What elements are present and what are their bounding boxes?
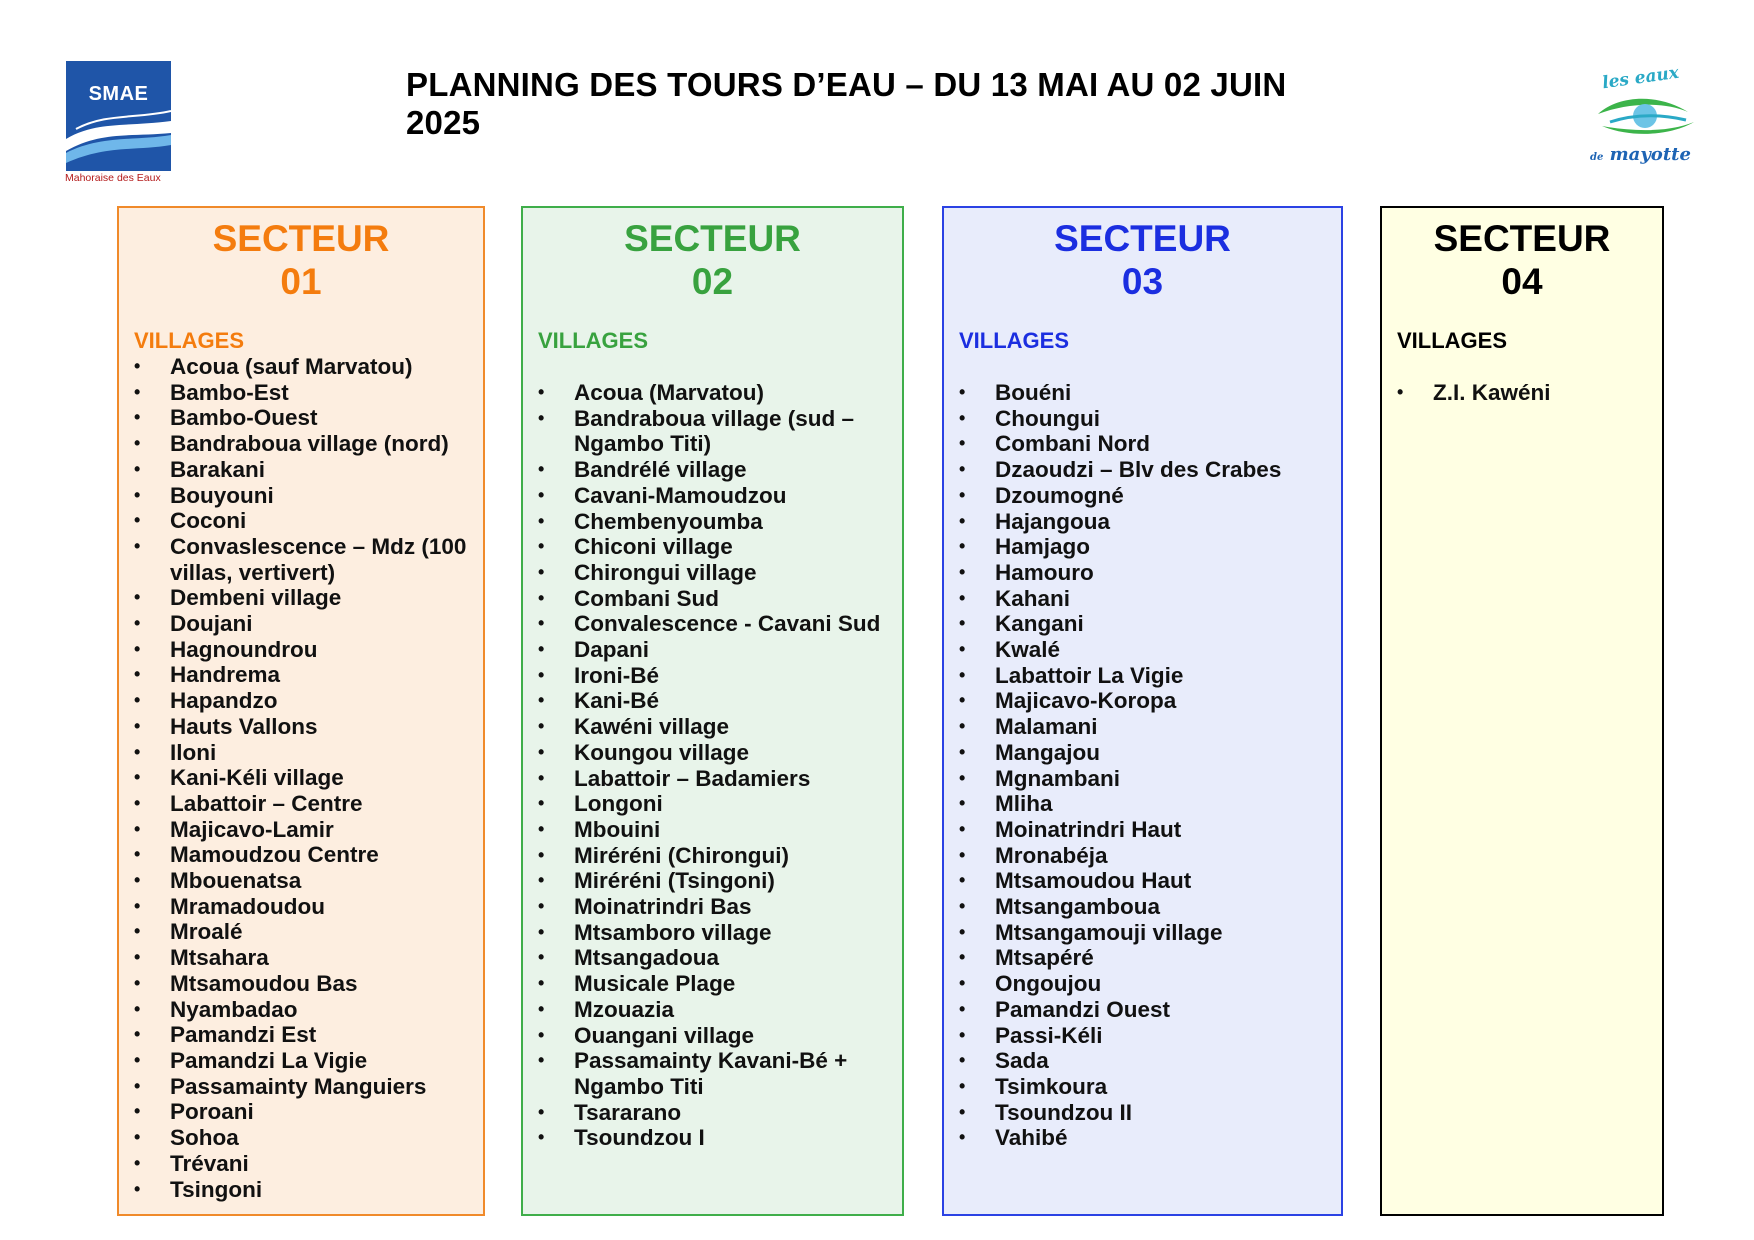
village-item: • Kawéni village bbox=[523, 714, 902, 740]
village-item: • Dzoumogné bbox=[944, 483, 1341, 509]
village-item: • Mgnambani bbox=[944, 766, 1341, 792]
village-item: • Pamandzi Est bbox=[119, 1022, 483, 1048]
village-item: • Hajangoua bbox=[944, 509, 1341, 535]
village-item: • Bandraboua village (sud – Ngambo Titi) bbox=[523, 406, 902, 457]
sector-number: 04 bbox=[1501, 261, 1543, 302]
village-item: • Longoni bbox=[523, 791, 902, 817]
village-item: • Mtsapéré bbox=[944, 945, 1341, 971]
village-item: • Malamani bbox=[944, 714, 1341, 740]
sector-01-panel bbox=[117, 206, 485, 1216]
village-item: • Tsimkoura bbox=[944, 1074, 1341, 1100]
village-item: • Bambo-Est bbox=[119, 380, 483, 406]
sector-02-panel bbox=[521, 206, 904, 1216]
sector-04-heading bbox=[1382, 217, 1662, 303]
village-item: • Moinatrindri Haut bbox=[944, 817, 1341, 843]
village-item: • Mzouazia bbox=[523, 997, 902, 1023]
village-item: • Dapani bbox=[523, 637, 902, 663]
village-item: • Poroani bbox=[119, 1099, 483, 1125]
eaux-mayotte-logo bbox=[1590, 64, 1700, 174]
village-item: • Bandraboua village (nord) bbox=[119, 431, 483, 457]
village-item: • Bandrélé village bbox=[523, 457, 902, 483]
village-item: • Mbouenatsa bbox=[119, 868, 483, 894]
villages-label: VILLAGES bbox=[538, 328, 649, 353]
village-item: • Sohoa bbox=[119, 1125, 483, 1151]
village-item: • Cavani-Mamoudzou bbox=[523, 483, 902, 509]
village-item: • Mramadoudou bbox=[119, 894, 483, 920]
sector-number: 03 bbox=[1121, 261, 1164, 302]
sector-02-heading bbox=[523, 217, 902, 303]
village-item: • Z.I. Kawéni bbox=[1382, 380, 1662, 406]
village-item: • Hagnoundrou bbox=[119, 637, 483, 663]
sector-03-panel bbox=[942, 206, 1343, 1216]
villages-label: VILLAGES bbox=[134, 328, 245, 353]
village-item: • Miréréni (Chirongui) bbox=[523, 843, 902, 869]
village-item: • Majicavo-Koropa bbox=[944, 688, 1341, 714]
village-item: • Labattoir La Vigie bbox=[944, 663, 1341, 689]
village-item: • Tsingoni bbox=[119, 1177, 483, 1203]
village-item: • Dzaoudzi – Blv des Crabes bbox=[944, 457, 1341, 483]
village-item: • Mangajou bbox=[944, 740, 1341, 766]
village-item: • Mtsangamouji village bbox=[944, 920, 1341, 946]
village-item: • Mronabéja bbox=[944, 843, 1341, 869]
page-title: PLANNING DES TOURS D’EAU – DU 13 MAI AU 02 JUIN 2025 bbox=[406, 66, 1287, 141]
village-item: • Majicavo-Lamir bbox=[119, 817, 483, 843]
village-item: • Kahani bbox=[944, 586, 1341, 612]
smae-logo-badge bbox=[66, 61, 171, 171]
village-list bbox=[1382, 380, 1662, 406]
village-item: • Mtsamoudou Haut bbox=[944, 868, 1341, 894]
water-drop-icon bbox=[1590, 92, 1700, 152]
village-item: • Tsoundzou II bbox=[944, 1100, 1341, 1126]
village-item: • Pamandzi La Vigie bbox=[119, 1048, 483, 1074]
village-item: • Trévani bbox=[119, 1151, 483, 1177]
sector-number: 01 bbox=[280, 261, 322, 302]
village-item: • Hapandzo bbox=[119, 688, 483, 714]
village-item: • Musicale Plage bbox=[523, 971, 902, 997]
sector-title: SECTEUR bbox=[1054, 218, 1231, 259]
sector-number: 02 bbox=[691, 261, 734, 302]
smae-logo-text: SMAE bbox=[88, 83, 149, 105]
village-item: • Labattoir – Centre bbox=[119, 791, 483, 817]
village-item: • Convaslescence – Mdz (100 villas, vertivert) bbox=[119, 534, 483, 585]
village-item: • Chirongui village bbox=[523, 560, 902, 586]
village-item: • Bouéni bbox=[944, 380, 1341, 406]
village-item: • Kani-Bé bbox=[523, 688, 902, 714]
eaux-logo-de: de bbox=[1590, 152, 1604, 163]
village-item: • Kangani bbox=[944, 611, 1341, 637]
village-item: • Vahibé bbox=[944, 1125, 1341, 1151]
village-item: • Mbouini bbox=[523, 817, 902, 843]
wave-icon bbox=[66, 61, 171, 171]
sector-title: SECTEUR bbox=[212, 218, 390, 259]
sector-04-panel bbox=[1380, 206, 1664, 1216]
village-item: • Mtsangamboua bbox=[944, 894, 1341, 920]
village-item: • Sada bbox=[944, 1048, 1341, 1074]
village-item: • Hauts Vallons bbox=[119, 714, 483, 740]
village-item: • Hamjago bbox=[944, 534, 1341, 560]
village-item: • Dembeni village bbox=[119, 585, 483, 611]
village-item: • Combani Sud bbox=[523, 586, 902, 612]
village-item: • Kwalé bbox=[944, 637, 1341, 663]
eaux-logo-bottom bbox=[1590, 144, 1691, 165]
village-item: • Moinatrindri Bas bbox=[523, 894, 902, 920]
village-item: • Convalescence - Cavani Sud bbox=[523, 611, 902, 637]
village-item: • Ouangani village bbox=[523, 1023, 902, 1049]
village-list bbox=[523, 380, 902, 1151]
village-item: • Tsararano bbox=[523, 1100, 902, 1126]
village-item: • Kani-Kéli village bbox=[119, 765, 483, 791]
village-item: • Passi-Kéli bbox=[944, 1023, 1341, 1049]
village-item: • Mamoudzou Centre bbox=[119, 842, 483, 868]
smae-logo bbox=[60, 61, 180, 185]
village-item: • Choungui bbox=[944, 406, 1341, 432]
sector-title: SECTEUR bbox=[624, 218, 801, 259]
village-item: • Handrema bbox=[119, 662, 483, 688]
villages-label: VILLAGES bbox=[1397, 328, 1508, 353]
village-item: • Passamainty Manguiers bbox=[119, 1074, 483, 1100]
village-item: • Combani Nord bbox=[944, 431, 1341, 457]
village-list bbox=[119, 354, 483, 1202]
sector-01-heading bbox=[119, 217, 483, 303]
eaux-logo-top: les eaux bbox=[1600, 62, 1681, 94]
village-item: • Doujani bbox=[119, 611, 483, 637]
village-item: • Nyambadao bbox=[119, 997, 483, 1023]
village-item: • Chiconi village bbox=[523, 534, 902, 560]
village-item: • Acoua (sauf Marvatou) bbox=[119, 354, 483, 380]
village-item: • Mliha bbox=[944, 791, 1341, 817]
village-item: • Mtsamboro village bbox=[523, 920, 902, 946]
village-item: • Iloni bbox=[119, 740, 483, 766]
sector-title: SECTEUR bbox=[1433, 218, 1611, 259]
villages-label: VILLAGES bbox=[959, 328, 1070, 353]
village-item: • Barakani bbox=[119, 457, 483, 483]
village-item: • Ongoujou bbox=[944, 971, 1341, 997]
village-item: • Mtsangadoua bbox=[523, 945, 902, 971]
village-item: • Mroalé bbox=[119, 919, 483, 945]
sector-03-heading bbox=[944, 217, 1341, 303]
village-item: • Bambo-Ouest bbox=[119, 405, 483, 431]
smae-caption: Mahoraise des Eaux bbox=[65, 172, 161, 184]
village-item: • Miréréni (Tsingoni) bbox=[523, 868, 902, 894]
village-item: • Chembenyoumba bbox=[523, 509, 902, 535]
village-item: • Passamainty Kavani-Bé + Ngambo Titi bbox=[523, 1048, 902, 1099]
village-item: • Labattoir – Badamiers bbox=[523, 766, 902, 792]
village-item: • Hamouro bbox=[944, 560, 1341, 586]
village-item: • Bouyouni bbox=[119, 483, 483, 509]
village-item: • Pamandzi Ouest bbox=[944, 997, 1341, 1023]
village-item: • Coconi bbox=[119, 508, 483, 534]
village-item: • Acoua (Marvatou) bbox=[523, 380, 902, 406]
village-list bbox=[944, 380, 1341, 1151]
village-item: • Koungou village bbox=[523, 740, 902, 766]
village-item: • Ironi-Bé bbox=[523, 663, 902, 689]
village-item: • Mtsamoudou Bas bbox=[119, 971, 483, 997]
village-item: • Mtsahara bbox=[119, 945, 483, 971]
village-item: • Tsoundzou I bbox=[523, 1125, 902, 1151]
eaux-logo-mayotte: mayotte bbox=[1609, 144, 1691, 165]
